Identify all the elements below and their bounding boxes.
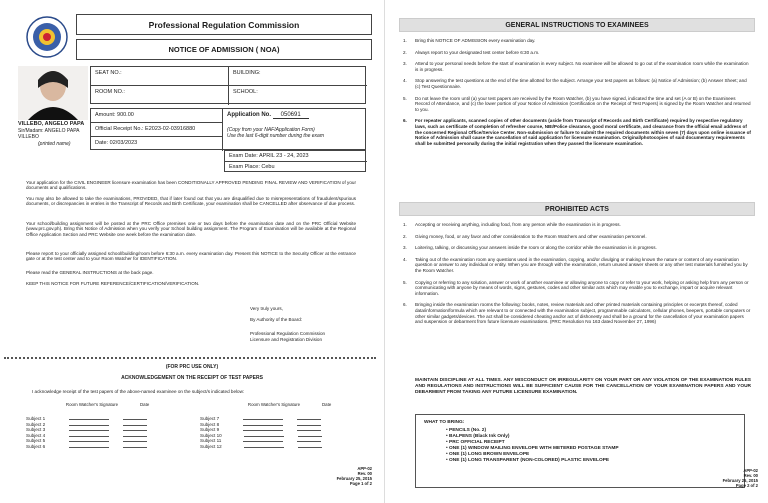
list-item: 6. For repeater applicants, scanned copies of other documents (aside from Transcript of Records and Birth Certificate) required by respective regulatory laws, such as certificate of completion of refresher course, NBI/Police clearance, good moral certificate, and clearance from the official email address of the concerned Regional Office/Service Center. Non-submission or failure to submit the required documents within seven (7) days upon online issuance of Notice of Admission shall cause the cancellation of said application for licensure examination. Original/photocopies of said documentary requirements shall be submitted personally during the initial registration when they passed the licensure examination. <box>403 118 751 146</box>
approval-paragraph: Your application for the CIVIL ENGINEER licensure examination has been CONDITIONALLY APPROVED PENDING FINAL REVIEW AND VERIFICATION of your documents and qualifications. <box>26 180 356 191</box>
what-to-bring-box <box>415 414 745 488</box>
what-to-bring-title: WHAT TO BRING: <box>424 420 465 425</box>
application-number-block <box>227 112 309 118</box>
seat-no-field: SEAT NO.: <box>91 67 229 86</box>
subject-row: Subject 1 <box>26 416 147 422</box>
copy-note-line1: (Copy from your NAF/Application Form) <box>227 127 315 133</box>
subject-row: Subject 3 <box>26 427 147 433</box>
bring-item: • BALPENS (Black Ink Only) <box>446 434 510 439</box>
examinee-photo <box>18 66 88 120</box>
examinee-name-block <box>18 121 90 147</box>
page1-footer: APP-02 Rev. 00 February 25, 2015 Page 1 of 2 <box>336 466 372 486</box>
prc-seal-logo <box>18 14 76 60</box>
amount-field: Amount: 900.00 <box>91 109 223 123</box>
subject-row: Subject 9 <box>200 427 322 433</box>
noa-header <box>18 14 372 60</box>
exam-place-field: Exam Place: Cebu <box>229 164 275 170</box>
seat-room-grid <box>90 66 366 104</box>
room-no-field: ROOM NO.: <box>91 86 229 105</box>
list-item: 3. Loitering, talking, or discussing your answers inside the room or along the corridor while the examination is in progress. <box>403 245 657 251</box>
list-item: 3. Attend to your personal needs before the start of examination in every subject. No examinee will be allowed to go out of the examination room while the examination is in progress. <box>403 61 749 72</box>
ack-title: ACKNOWLEDGEMENT ON THE RECEIPT OF TEST PAPERS <box>121 375 263 381</box>
list-item: 5. Copying or referring to any solution, answer or work of another examinee or allowing anyone to copy or refer to your work, helping or asking help from any person or communicating with anyone by means of words, signs, gestures, codes and other similar acts which may enable you to exchange, impart or acquire relevant information. <box>403 279 749 296</box>
school-field: SCHOOL: <box>233 89 258 95</box>
date-field: Date: 02/03/2023 <box>91 137 223 151</box>
bring-item: • ONE (1) LONG TRANSPARENT (NON-COLORED) PLASTIC ENVELOPE <box>446 458 610 463</box>
signature-block <box>250 306 325 343</box>
bring-item: • PRC OFFICIAL RECEIPT <box>446 440 505 445</box>
subject-row: Subject 7 <box>200 416 322 422</box>
receipt-field: Official Receipt No.: E2023-02-03916880 <box>91 123 223 137</box>
bring-item: • ONE (1) WINDOW MAILING ENVELOPE WITH METERED POSTAGE STAMP <box>446 446 619 451</box>
list-item: 2. Always report to your designated test center before 6:30 a.m. <box>403 49 540 55</box>
list-item: 4. Taking out of the examination room any questions used in the examination, copying, and/or divulging or making known the nature or content of any examination question or answer to any individual or entity. When you are through with the examination, return unused answer sheets or any other test materials furnished you by the Room Watcher. <box>403 256 748 273</box>
subject-row: Subject 6 <box>26 444 147 450</box>
copy-note <box>227 127 324 139</box>
list-item: 2. Giving money, food, or any favor and other consideration to the Room Watchers and other examination personnel. <box>403 233 647 239</box>
subject-row: Subject 2 <box>26 422 147 428</box>
payment-grid <box>90 108 366 150</box>
rw-signature-header-right: Room Watcher's Signature <box>247 402 301 407</box>
list-item: 1. Accepting or receiving anything, including food, from any person while the examination is in progress. <box>403 222 621 227</box>
assignment-paragraph: Your school/building assignment will be posted at the PRC Office premises one or two days before the examination date and on the PRC Official Website (www.prc.gov.ph). Bring this Notice of Admission when you verify your School building assignment. The Program of Examination will be available at the Regional Office Application Section and PRC Website one week before the examination date. <box>26 221 356 237</box>
ack-text: I acknowledge receipt of the test papers of the above-named examinee on the subject/s indicated below: <box>32 389 245 394</box>
copy-note-line2: Use the last 6-digit number during the exam <box>227 133 324 139</box>
subject-row: Subject 10 <box>200 433 322 439</box>
subjects-right <box>200 416 322 450</box>
subjects-left <box>26 416 147 450</box>
salutation: Sir/Madam: ANGELO PAPA VILLEBO <box>18 127 80 140</box>
read-instructions-note: Please read the GENERAL INSTRUCTIONS at the back page. <box>26 270 154 275</box>
general-instructions-title: GENERAL INSTRUCTIONS TO EXAMINEES <box>399 18 755 32</box>
provided-paragraph: You may also be allowed to take the examinations, PROVIDED, that if later found out that you are disqualified due to misrepresentations of fraudulent/spurious documents, or discrepancies in entries in the Transcript of Records and Birth Certificate, your examination shall be CANCELLED after observance of due process. <box>26 196 356 207</box>
application-number: 050691 <box>273 112 309 119</box>
subject-row: Subject 5 <box>26 438 147 444</box>
list-item: 5. Do not leave the room until (a) your test papers are received by the Room Watcher, (b) you have signed, indicated the time and set (A or B) on the Examinees Record of Attendance, and (c) the lower portion of your Notice of Admission (Certification on the Receipt of Test Papers) is signed by the Room Watcher and returned to you. <box>403 95 751 112</box>
discipline-warning: MAINTAIN DISCIPLINE AT ALL TIMES. ANY MISCONDUCT OR IRREGULARITY ON YOUR PART OR ANY VIOLATION OF THE EXAMINATION RULES AND REGULATIONS AND INSTRUCTIONS WILL BE SUFFICIENT CAUSE FOR THE CANCELLATION OF YOUR EXAMINATION PAPERS AND YOUR DEBARMENT FROM TAKING ANY FUTURE LICENSURE EXAMINATION. <box>415 378 751 395</box>
sign-authority: By Authority of the Board: <box>250 317 303 322</box>
exam-schedule-grid <box>224 150 366 172</box>
subject-row: Subject 12 <box>200 444 322 450</box>
sign-org: Professional Regulation Commission <box>250 331 326 336</box>
subject-row: Subject 4 <box>26 433 147 439</box>
list-item: 1. Bring this NOTICE OF ADMISSION every examination day. <box>403 38 536 43</box>
subject-row: Subject 8 <box>200 422 322 428</box>
sign-division: Licensure and Registration Division <box>250 337 323 342</box>
org-title: Professional Regulation Commission <box>76 14 372 35</box>
exam-date-field: Exam Date: APRIL 23 - 24, 2023 <box>225 151 367 162</box>
prohibited-acts-list <box>403 222 751 331</box>
list-item: 4. Stop answering the test questions at the end of the time allotted for the subject. Arrange your test papers as follows: (a) Notice of Admission; (b) Answer Sheet; and (c) Test Questionnaire. <box>403 78 747 89</box>
date-header-left: Date <box>140 402 150 407</box>
rw-signature-header-left: Room Watcher's Signature <box>65 402 119 407</box>
bring-item: • PENCILS (No. 2) <box>446 428 487 433</box>
date-header-right: Date <box>322 402 332 407</box>
building-field: BUILDING: <box>229 67 367 86</box>
printed-name-caption: (printed name) <box>38 140 71 147</box>
list-item: 6. Bringing inside the examination rooms the following: books, notes, review materials and other printed materials containing principles or excerpts thereof, coded data/information/formula which are relevant to or connected with the examination subject, programmable calculators, cellular phones, beepers, portable computers or other similar gadgets/devices. The act shall be considered cheating and/or act of dishonesty and shall be a ground for the cancellation of your examination papers and suspension or debarment from future licensure examinations. (PRC Resolution No 163 dated November 27, 1996) <box>403 302 751 325</box>
subject-row: Subject 11 <box>200 438 322 444</box>
bring-item: • ONE (1) LONG BROWN ENVELOPE <box>446 452 530 457</box>
prohibited-acts-title: PROHIBITED ACTS <box>399 202 755 216</box>
sign-salutation: Very truly yours, <box>250 306 283 311</box>
prc-use-only: (FOR PRC USE ONLY) <box>165 364 219 370</box>
cut-line <box>4 357 376 359</box>
examinee-name: VILLEBO, ANGELO PAPA <box>18 121 85 127</box>
noa-page-2 <box>384 0 768 503</box>
doc-title: NOTICE OF ADMISSION ( NOA) <box>76 39 372 60</box>
application-label: Application No. <box>227 112 271 118</box>
general-instructions-list <box>403 38 751 152</box>
page2-footer: APP-02 Rev. 00 February 25, 2015 Page 2 of 2 <box>722 468 758 488</box>
report-paragraph: Please report to your officially assigned school/building/room before 6:30 a.m. every examination day. Present this NOTICE to the Security Officer at the entrance gate or at the test center and to your Room Watcher for IDENTIFICATION. <box>26 251 356 262</box>
keep-notice-note: KEEP THIS NOTICE FOR FUTURE REFERENCE/CERTIFICATION/VERIFICATION. <box>26 281 200 286</box>
